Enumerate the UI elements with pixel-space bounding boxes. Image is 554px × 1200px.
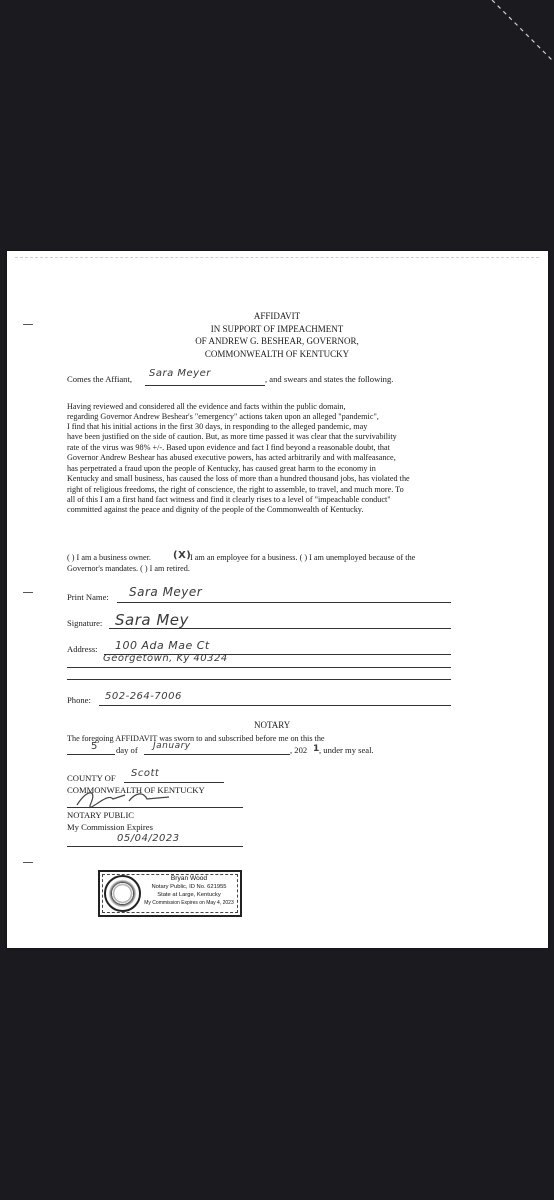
- notary-stamp: [98, 870, 242, 917]
- commission-line: [67, 846, 243, 847]
- employment-option-retired: Governor's mandates. ( ) I am retired.: [67, 564, 190, 573]
- margin-mark: [23, 592, 33, 593]
- body-line: regarding Governor Andrew Beshear's "emergency" actions taken upon an alleged "pandemic",: [67, 412, 379, 421]
- affidavit-title: [127, 310, 427, 360]
- notary-heading: NOTARY: [254, 720, 291, 730]
- notary-public-label: NOTARY PUBLIC: [67, 810, 135, 820]
- corner-dashed-line: [0, 0, 554, 80]
- address-label: Address:: [67, 644, 98, 654]
- body-line: rate of the virus was 98% +/-. Based upon evidence and fact I find beyond a reasonable doubt, that: [67, 443, 390, 452]
- print-name-line: [117, 602, 451, 603]
- body-line: Kentucky and small business, has caused the loss of more than a hundred thousand jobs, has violated the: [67, 474, 410, 483]
- phone-label: Phone:: [67, 695, 91, 705]
- body-line: committed against the peace and dignity of the people of the Commonwealth of Kentucky.: [67, 505, 364, 514]
- body-line: I find that his initial actions in the first 30 days, in responding to the alleged pandemic, may: [67, 422, 368, 431]
- notary-signature-line: [67, 807, 243, 808]
- address-line-2: [67, 667, 451, 668]
- print-name-label: Print Name:: [67, 592, 109, 602]
- stamp-state: State at Large, Kentucky: [157, 892, 221, 898]
- phone-line: [99, 705, 451, 706]
- signature-label: Signature:: [67, 618, 103, 628]
- affiant-name-line: [145, 385, 265, 386]
- phone-handwritten: 502-264-7006: [105, 691, 182, 702]
- body-line: Having reviewed and considered all the evidence and facts within the public domain,: [67, 402, 346, 411]
- title-line: IN SUPPORT OF IMPEACHMENT: [210, 323, 344, 334]
- address-line1-handwritten: 100 Ada Mae Ct: [115, 639, 210, 652]
- signature-handwritten: Sara Mey: [115, 611, 189, 629]
- page-top-border: [15, 257, 539, 258]
- comes-prefix: Comes the Affiant,: [67, 374, 133, 384]
- margin-mark: [23, 324, 33, 325]
- county-line: [124, 782, 224, 783]
- day-handwritten: 5: [91, 741, 98, 752]
- body-line: have been justified on the side of caution. But, as more time passed it was clear that the survivability: [67, 432, 397, 441]
- employment-option-owner: ( ) I am a business owner.: [67, 553, 151, 562]
- comes-suffix: , and swears and states the following.: [265, 374, 394, 384]
- stamp-expiry: My Commission Expires on May 4, 2023: [144, 900, 234, 906]
- body-line: has perpetrated a fraud upon the people of Kentucky, has caused great harm to the economy in: [67, 464, 376, 473]
- under-seal-text: , under my seal.: [319, 745, 374, 755]
- county-label: COUNTY OF: [67, 773, 116, 783]
- month-handwritten: January: [153, 741, 191, 751]
- notary-sworn-line: The foregoing AFFIDAVIT was sworn to and subscribed before me on this the: [67, 734, 325, 743]
- year-digit-handwritten: 1: [313, 744, 320, 754]
- stamp-name: Bryan Wood: [170, 875, 208, 882]
- address-line2-handwritten: Georgetown, Ky 40324: [103, 653, 228, 664]
- body-line: right of religious freedoms, the right of conscience, the right to assemble, to travel, and much more. To: [67, 485, 404, 494]
- commonwealth-text: COMMONWEALTH OF KENTUCKY: [67, 785, 205, 795]
- body-line: Governor Andrew Beshear has abused executive powers, has acted arbitrarily and with malfeasance,: [67, 453, 396, 462]
- month-line: [144, 754, 290, 755]
- day-of-label: day of: [116, 745, 138, 755]
- county-handwritten: Scott: [131, 768, 160, 779]
- print-name-handwritten: Sara Meyer: [129, 585, 203, 599]
- day-line: [67, 754, 115, 755]
- title-line: OF ANDREW G. BESHEAR, GOVERNOR,: [195, 336, 359, 347]
- body-line: all of this I am a first hand fact witness and find it clearly rises to a level of "impeachable conduct": [67, 495, 391, 504]
- affiant-name-handwritten: Sara Meyer: [149, 368, 211, 379]
- address-line-3: [67, 679, 451, 680]
- employment-checkmark: (X): [173, 550, 192, 561]
- commission-label: My Commission Expires: [67, 822, 153, 832]
- title-line: COMMONWEALTH OF KENTUCKY: [204, 348, 350, 359]
- stamp-id: Notary Public, ID No. 621955: [151, 884, 227, 890]
- margin-mark: [23, 862, 33, 863]
- affidavit-document: [7, 251, 548, 948]
- kentucky-seal-icon: [104, 875, 141, 912]
- employment-option-employee: I am an employee for a business. ( ) I am unemployed because of the: [190, 553, 416, 562]
- title-line: AFFIDAVIT: [253, 311, 301, 321]
- commission-date-handwritten: 05/04/2023: [117, 833, 180, 844]
- year-prefix: , 202: [290, 745, 308, 755]
